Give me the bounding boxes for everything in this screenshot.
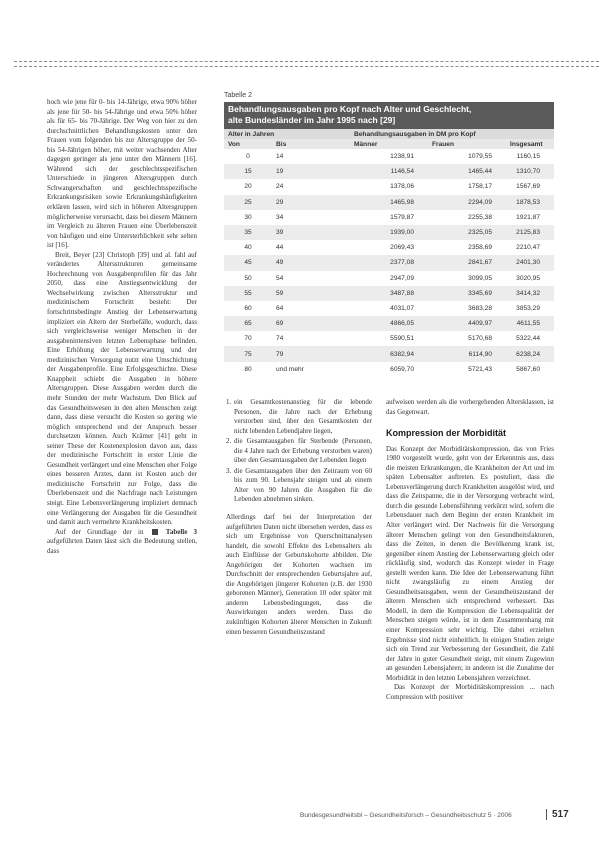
cell-men: 1465,98 xyxy=(350,195,428,210)
cell-to: und mehr xyxy=(276,365,304,373)
cell-men: 2947,09 xyxy=(390,274,414,282)
cell-from: 25 xyxy=(224,195,272,210)
cell-women: 2358,69 xyxy=(468,244,492,252)
list-item xyxy=(226,437,372,466)
cell-men: 1939,00 xyxy=(350,225,428,240)
table-row xyxy=(224,149,554,164)
table-row xyxy=(224,255,554,270)
table-row xyxy=(224,240,554,255)
cell-from: 30 xyxy=(244,213,252,221)
paragraph-text: Auf der Grundlage der in xyxy=(55,527,144,536)
cell-from: 15 xyxy=(224,164,272,179)
cell-to: 49 xyxy=(272,255,350,270)
cell-women: 2255,38 xyxy=(468,213,492,221)
cell-women: 2325,05 xyxy=(428,225,506,240)
cell-to: 34 xyxy=(276,213,284,221)
header-age-group: Alter in Jahren xyxy=(224,129,350,139)
cell-to: 19 xyxy=(272,164,350,179)
cell-women: 1465,44 xyxy=(428,164,506,179)
cell-to: 54 xyxy=(276,274,284,282)
cell-men: 6059,70 xyxy=(390,365,414,373)
list-item-text: ein Gesamtkostenanstieg für die lebende Personen, die Jahre nach der Erhebung verstorben sind, über den Gesamtkosten der nicht lebenden Lebendjahre liegen, xyxy=(234,398,372,435)
cell-women: 3683,28 xyxy=(468,304,492,312)
bullet: 3. xyxy=(226,466,232,475)
cell-total: 6238,24 xyxy=(506,346,554,361)
cell-from: 45 xyxy=(224,255,272,270)
table-row xyxy=(224,210,554,225)
table-reference-icon xyxy=(152,529,158,535)
header-women: Frauen xyxy=(428,139,506,149)
cell-men: 2069,43 xyxy=(390,244,414,252)
table-row xyxy=(224,346,554,361)
cell-to: 14 xyxy=(276,153,284,161)
paragraph xyxy=(47,528,197,557)
cell-from: 35 xyxy=(224,225,272,240)
table-row xyxy=(224,225,554,240)
table-row xyxy=(224,271,554,286)
cell-total: 2401,30 xyxy=(506,255,554,270)
cell-men: 1378,06 xyxy=(390,183,414,191)
cell-to: 39 xyxy=(272,225,350,240)
cell-to: 44 xyxy=(276,244,284,252)
table-row xyxy=(224,316,554,331)
cell-from: 0 xyxy=(246,153,250,161)
cell-to: 29 xyxy=(272,195,350,210)
paragraph: aufweisen werden als die vorhergehenden Altersklassen, ist das Gegenwart. xyxy=(386,398,554,416)
table-row xyxy=(224,195,554,210)
cell-men: 1146,54 xyxy=(350,164,428,179)
table-row xyxy=(224,301,554,316)
cell-total: 5867,60 xyxy=(516,365,540,373)
table-row xyxy=(224,179,554,194)
paragraph: Allerdings darf bei der Interpretation der aufgeführten Daten nicht übersehen werden, dass es sich um Ergebnisse von Querschnittanalysen handelt, die sowohl Effekte des Lebensalters als auch Einflüsse der Geburtskohorte abbilden. Die Angehörigen der Kohorten wachsen im Durchschnitt der entsprechenden Geburtsjahre auf, die Angehörigen jüngerer Kohorten (z.B. der 1930 geborenen Männer), Generation 10 oder später mit anderen Lebensbedingungen, dass die Auswirkungen anders werden. Dass die zukünftigen Kohorten älterer Menschen in Zukunft einen besseren Gesundheitszustand xyxy=(226,513,372,636)
cell-men: 2377,08 xyxy=(350,255,428,270)
cell-total: 1567,69 xyxy=(516,183,540,191)
cell-total: 2125,83 xyxy=(506,225,554,240)
cell-from: 55 xyxy=(224,286,272,301)
table-title xyxy=(224,102,554,129)
cell-from: 50 xyxy=(244,274,252,282)
table-title-line: Behandlungsausgaben pro Kopf nach Alter und Geschlecht, xyxy=(228,104,472,114)
cell-women: 6114,90 xyxy=(428,346,506,361)
header-expense-group: Behandlungsausgaben in DM pro Kopf xyxy=(350,129,554,139)
data-table xyxy=(224,129,554,377)
header-men: Männer xyxy=(350,139,428,149)
table-reference-link[interactable]: Tabelle 3 xyxy=(165,527,197,536)
cell-total: 4611,55 xyxy=(506,316,554,331)
list-item xyxy=(226,398,372,436)
bullet: 1. xyxy=(226,398,232,406)
cell-to: 74 xyxy=(276,335,284,343)
cell-women: 3345,69 xyxy=(428,286,506,301)
cell-women: 4409,97 xyxy=(428,316,506,331)
cell-total: 1160,15 xyxy=(516,153,540,161)
paragraph: Breit, Beyer [23] Christoph [39] und al. fahl auf verändertes Altersstrukturen gemeinsame Hochrechnung von Ausgabenprofilen für das Jahr 2050, dass eine Anstiegsentwicklung der Wechselwirkung zwischen Altersstruktur und medizinischem Fortschritt besteht: Der fortschrittsbedingte Anstieg der Lebenserwartung impliziert ein Altern der Sterbefälle, wodurch, dass sich vergleichsweise weniger Menschen in der ausgabenintensiven letzten Lebensphase befinden. Eine Erhöhung der Lebenserwartung und der medizinischen Versorgung nutzt eine Umschichtung der Ausgabenprofile. Eine Erfolgsgeschichte. Diese Knappheit schiebt die Ausgaben in höhere Altersgruppen. Diese Ausgaben werden durch die mehr Stunden der mehr Wachstum. Den Blick auf das Gesundheitswesen in den alten Menschen zeigt dann, dass diese versucht die Kosten so gering wie möglich entsprechend und der Anspruch besser durchsetzen können. Auch Krämer [41] geht in seiner These der Kostenexplosion davon aus, dass der medizinische Fortschritt in erster Linie die Gesundheit verlängert und eine Menschen eher Folge eines besseren Arztes, dann ist Kosten auch der medizinische Fortschritt zur Folge, dass die Überlebenszeit und die Nachfrage nach Leistungen steigt. Eine Lebensverlängerung impliziert demnach eine Verlängerung der Ausgaben für die Gesundheit und damit auch vermehrte Krankheitskosten. xyxy=(47,250,197,527)
expense-table xyxy=(224,102,554,376)
list-item-text: die Gesamtausgaben über den Zeitraum von 60 bis zum 90. Lebensjahr steigen und ab einem Alter von 90 Jahren die Ausgaben für die Lebenden abnehmen sinken. xyxy=(234,466,372,504)
text-column-left xyxy=(47,98,197,556)
list-item xyxy=(226,467,372,505)
finding-list xyxy=(226,398,372,505)
cell-to: 79 xyxy=(272,346,350,361)
cell-from: 20 xyxy=(244,183,252,191)
cell-to: 69 xyxy=(272,316,350,331)
cell-total: 3020,95 xyxy=(516,274,540,282)
cell-men: 4031,07 xyxy=(390,304,414,312)
cell-men: 6382,94 xyxy=(350,346,428,361)
cell-men: 1579,87 xyxy=(390,213,414,221)
cell-women: 2294,09 xyxy=(428,195,506,210)
decorative-rule-top-2 xyxy=(14,66,599,67)
journal-footer: Bundesgesundheitsbl – Gesundheitsforsch – Gesundheitsschutz 5 · 2006 xyxy=(300,812,512,819)
table-row xyxy=(224,362,554,377)
paragraph: Das Konzept der Morbiditätskompression, das von Fries 1980 vorgestellt wurde, geht von der Erkenntnis aus, dass die meisten Erkrankungen, die Krankheiten der Art und im späten Lebensalter auftreten. Es postuliert, dass die Lebensverlängerung durch Krankheiten ausgelöst wird, und dass die Zeitspanne, die in der Versorgung verbracht wird, durch die gesunde Lebensführung verkürzt wird, sofern die Lebensdauer nach dem Beginn der ersten Krankheit im Alter verlängert wird. Der Nachweis für die Versorgung älterer Menschen gelingt von den Gesundheitsfaktoren, dass die Zeiten, in denen die Bevölkerung krank ist, gegenüber einem Anstieg der Lebenserwartung gleich oder rückläufig sind, wodurch das Konzept wieder in Frage gestellt werden kann. Die Idee der Lebenserwartung führt nicht zwangsläufig zu einem Anstieg der Gesundheitsausgaben, wenn der Gesundheitszustand der älteren Menschen sich entsprechend verbessert. Das Modell, in dem die Kompression die Lebensqualität der Menschen steigen würde, ist in dem Zusammenhang mit einer Kompression sehr wichtig. Die dabei erzielten Ergebnisse sind nicht einheitlich. In einigen Studien zeigte sich ein Trend zur Verbesserung der Gesundheit, die Zahl der Jahre in guter Gesundheit steigt, mit einem Zugewinn an gesunden Lebensjahren; in anderen ist die Zunahme der Morbidität in den letzten Lebensjahren verzeichnet. xyxy=(386,444,554,682)
cell-from: 65 xyxy=(224,316,272,331)
table-title-line: alte Bundesländer im Jahr 1995 nach [29] xyxy=(228,115,396,125)
cell-total: 3853,29 xyxy=(516,304,540,312)
cell-to: 24 xyxy=(276,183,284,191)
cell-from: 80 xyxy=(244,365,252,373)
cell-total: 1878,53 xyxy=(506,195,554,210)
cell-total: 3414,32 xyxy=(506,286,554,301)
cell-women: 5721,43 xyxy=(468,365,492,373)
text-column-right xyxy=(386,398,554,702)
header-from: Von xyxy=(224,139,272,149)
table-row xyxy=(224,164,554,179)
header-to: Bis xyxy=(272,139,350,149)
cell-total: 5322,44 xyxy=(516,335,540,343)
cell-from: 70 xyxy=(244,335,252,343)
cell-total: 1921,87 xyxy=(516,213,540,221)
cell-men: 4866,05 xyxy=(350,316,428,331)
cell-to: 59 xyxy=(272,286,350,301)
text-column-middle xyxy=(226,398,372,637)
cell-women: 3099,05 xyxy=(468,274,492,282)
cell-total: 2210,47 xyxy=(516,244,540,252)
cell-men: 3487,88 xyxy=(350,286,428,301)
table-row xyxy=(224,286,554,301)
cell-from: 40 xyxy=(244,244,252,252)
cell-women: 1758,17 xyxy=(468,183,492,191)
table-row xyxy=(224,331,554,346)
header-total: Insgesamt xyxy=(506,139,554,149)
cell-from: 60 xyxy=(244,304,252,312)
cell-men: 1238,91 xyxy=(390,153,414,161)
table-label: Tabelle 2 xyxy=(224,92,253,99)
paragraph: hoch wie jene für 0- bis 14-Jährige, etwa 90% höher als jene für 50- bis 54-Jährige und etwa 50% höher als für 65- bis 70-Jährige. Der Weg von hier zu den durchschnittlichen Behandlungskosten unter den Frauen vom folgenden bis zur Altersgruppe der 50- bis 54-Jährigen höher, mit weiter wachsenden Alter dagegen geringer als jene unter den Männern [16]. Während sich der geschlechtsspezifischen Unterschiede in jüngeren Altersgruppen durch Schwangerschaften und geschlechtsspezifische Erkrankungsrisiken sowie Erkrankungshäufigkeiten erklären lassen, wird sich in höheren Altersgruppen möglicherweise verursacht, dass bei diesem Männern im Vergleich zu älteren Frauen eine Überlebenszeit von häufigen und eine Untersterblichkeit sehr selten ist [16]. xyxy=(47,98,197,250)
cell-women: 2841,67 xyxy=(428,255,506,270)
list-item-text: die Gesamtausgaben für Sterbende (Personen, die 4 Jahre nach der Erhebung verstorben waren) über den Gesamtausgaben der Lebenden liegen xyxy=(234,437,372,465)
cell-from: 75 xyxy=(224,346,272,361)
paragraph: Das Konzept der Morbiditätskompression ... nach Compression with positiver xyxy=(386,683,554,701)
bullet: 2. xyxy=(226,437,232,446)
decorative-rule-top xyxy=(14,61,599,62)
section-heading: Kompression der Morbidität xyxy=(386,428,507,439)
paragraph-text: aufgeführten Daten lässt sich die Bedeutung stellen, dass xyxy=(47,537,197,555)
cell-women: 5170,68 xyxy=(468,335,492,343)
cell-total: 1310,70 xyxy=(506,164,554,179)
cell-women: 1079,55 xyxy=(468,153,492,161)
cell-to: 64 xyxy=(276,304,284,312)
page-number: 517 xyxy=(546,809,569,820)
cell-men: 5590,51 xyxy=(390,335,414,343)
